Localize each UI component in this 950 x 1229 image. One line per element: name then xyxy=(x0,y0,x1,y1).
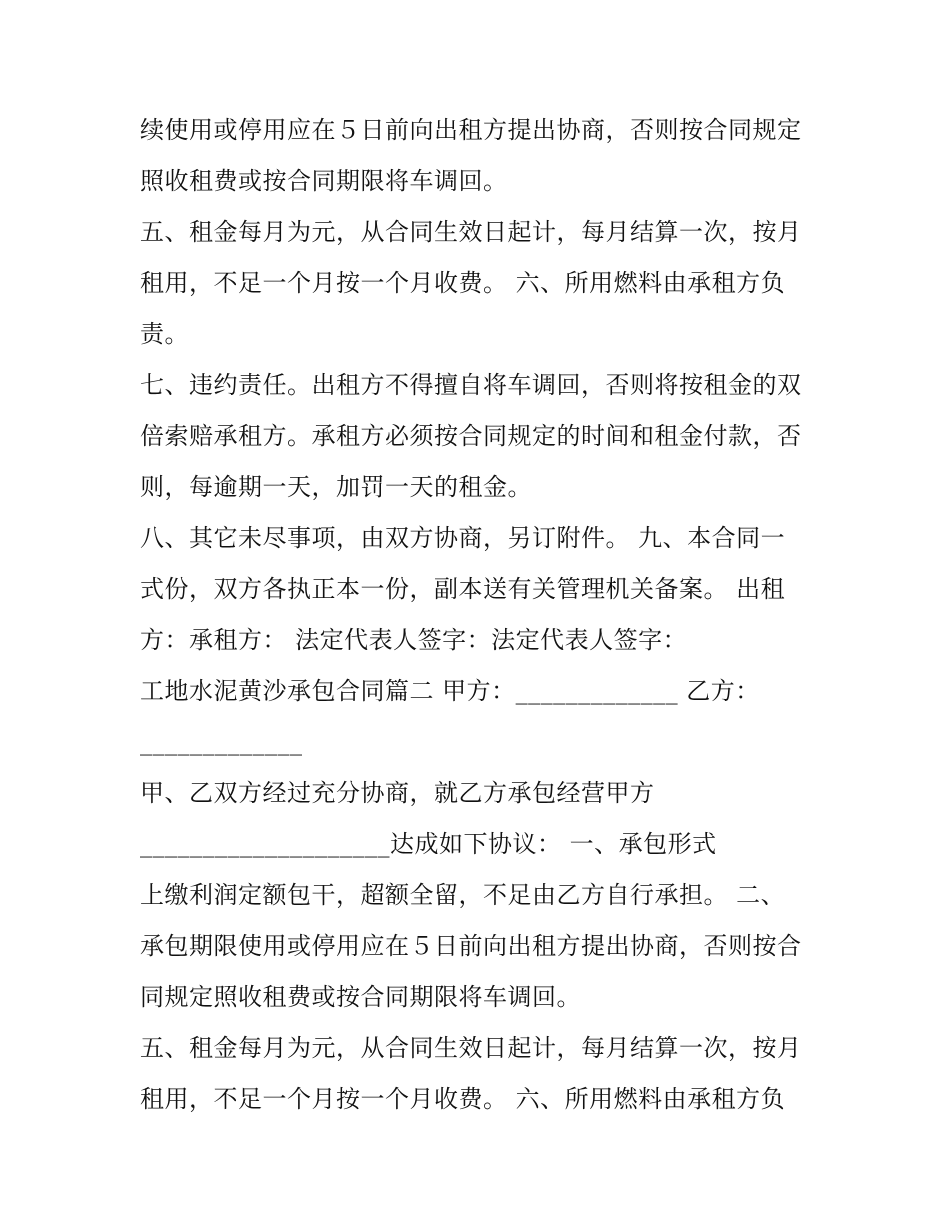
text-line: 上缴利润定额包干，超额全留，不足由乙方自行承担。 二、 xyxy=(140,881,786,909)
document-body xyxy=(140,105,820,1125)
text-line: 续使用或停用应在５日前向出租方提出协商，否则按合同规定 xyxy=(140,116,802,144)
text-line: 租用，不足一个月按一个月收费。 六、所用燃料由承租方负 xyxy=(140,269,786,297)
text-line: 七、违约责任。出租方不得擅自将车调回，否则将按租金的双 xyxy=(140,371,802,399)
text-line: 五、租金每月为元，从合同生效日起计，每月结算一次，按月 xyxy=(140,1034,802,1062)
text-line: 则，每逾期一天，加罚一天的租金。 xyxy=(140,473,532,501)
text-line: 甲、乙双方经过充分协商，就乙方承包经营甲方 xyxy=(140,779,655,807)
text-line: 责。 xyxy=(140,320,189,348)
text-line: 八、其它未尽事项，由双方协商，另订附件。 九、本合同一 xyxy=(140,524,786,552)
text-line: 同规定照收租费或按合同期限将车调回。 xyxy=(140,983,581,1011)
text-line: 式份，双方各执正本一份，副本送有关管理机关备案。 出租 xyxy=(140,575,786,603)
text-line: 工地水泥黄沙承包合同篇二 甲方：_____________ 乙方： xyxy=(140,677,760,705)
text-line: 倍索赔承租方。承租方必须按合同规定的时间和租金付款，否 xyxy=(140,422,802,450)
text-line: 照收租费或按合同期限将车调回。 xyxy=(140,167,508,195)
text-line: 方：承租方： 法定代表人签字：法定代表人签字： xyxy=(140,626,688,654)
text-line: 五、租金每月为元，从合同生效日起计，每月结算一次，按月 xyxy=(140,218,802,246)
text-line: _____________ xyxy=(140,728,303,756)
text-line: 承包期限使用或停用应在５日前向出租方提出协商，否则按合 xyxy=(140,932,802,960)
text-line: ____________________达成如下协议： 一、承包形式 xyxy=(140,830,717,858)
text-line: 租用，不足一个月按一个月收费。 六、所用燃料由承租方负 xyxy=(140,1085,786,1113)
